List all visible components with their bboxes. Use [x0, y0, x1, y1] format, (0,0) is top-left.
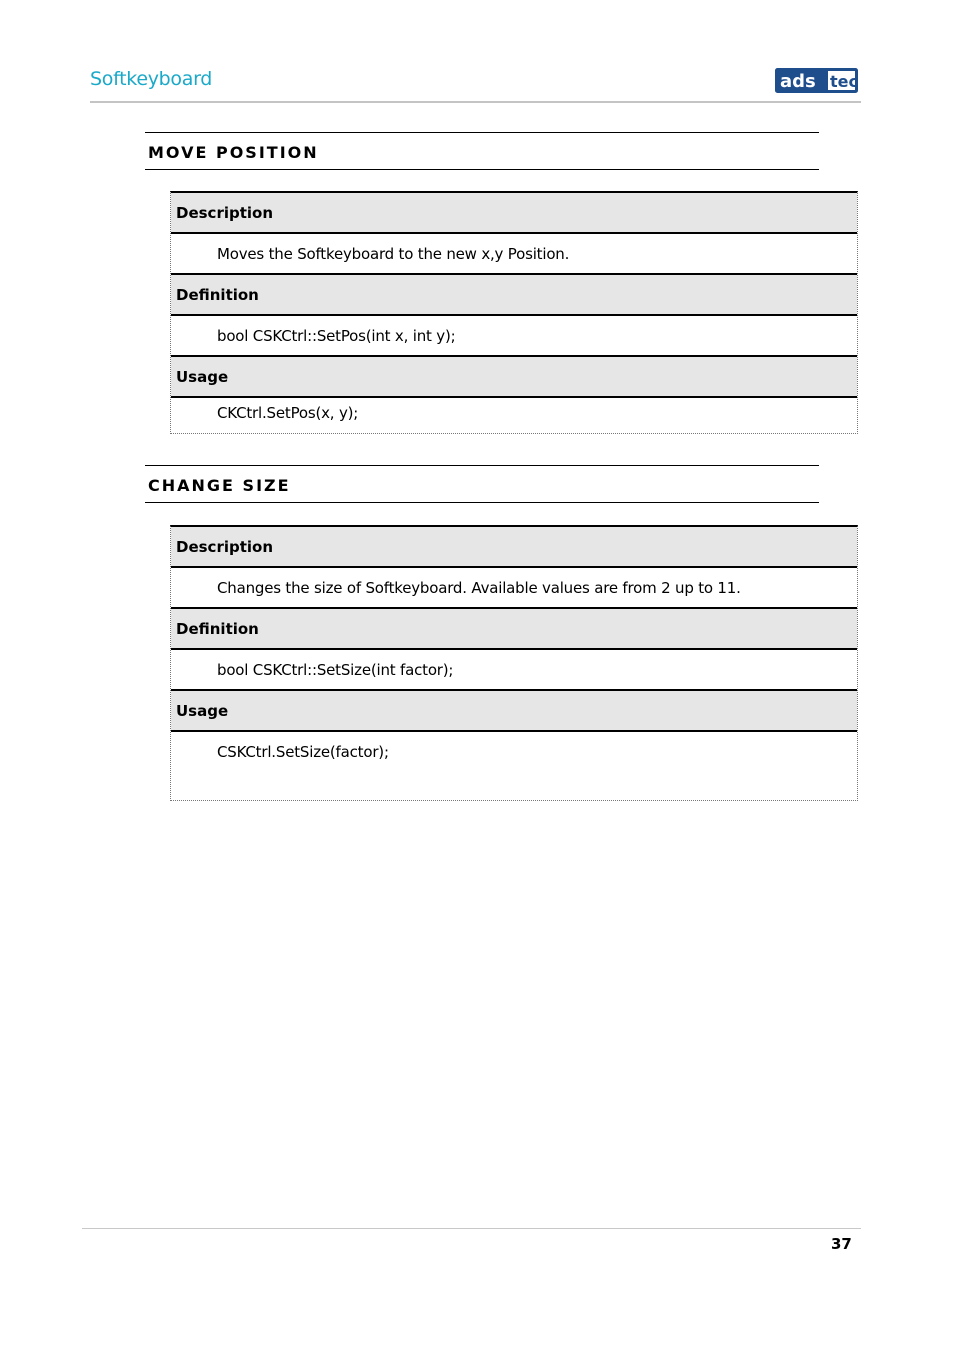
- spec-table-move-position: [170, 191, 858, 434]
- section-heading-change-size: [145, 465, 819, 503]
- spec-row-description: [171, 568, 857, 609]
- spec-row-usage-head: [171, 357, 857, 398]
- row-value: CKCtrl.SetPos(x, y);: [217, 404, 359, 422]
- spec-table-change-size: [170, 525, 858, 801]
- footer-divider: [82, 1228, 861, 1229]
- spec-row-definition-head: [171, 609, 857, 650]
- header-divider: [90, 101, 861, 103]
- row-label: Description: [176, 204, 274, 222]
- row-label: Usage: [176, 368, 229, 386]
- adstec-logo: [775, 68, 858, 93]
- page-number: 37: [831, 1235, 852, 1253]
- spec-row-description: [171, 234, 857, 275]
- row-value: bool CSKCtrl::SetPos(int x, int y);: [217, 327, 456, 345]
- section-title: CHANGE SIZE: [148, 476, 291, 495]
- section-title: MOVE POSITION: [148, 143, 319, 162]
- row-value: CSKCtrl.SetSize(factor);: [217, 743, 389, 761]
- row-label: Definition: [176, 620, 259, 638]
- spec-row-definition: [171, 650, 857, 691]
- running-header-title: Softkeyboard: [90, 68, 213, 90]
- row-value: Changes the size of Softkeyboard. Available values are from 2 up to 11.: [217, 579, 741, 597]
- svg-text:ads: ads: [780, 71, 816, 92]
- row-label: Definition: [176, 286, 259, 304]
- spec-row-definition: [171, 316, 857, 357]
- row-label: Usage: [176, 702, 229, 720]
- row-value: bool CSKCtrl::SetSize(int factor);: [217, 661, 454, 679]
- row-label: Description: [176, 538, 274, 556]
- section-heading-move-position: [145, 132, 819, 170]
- spec-row-description-head: [171, 193, 857, 234]
- spec-row-usage-head: [171, 691, 857, 732]
- spec-row-description-head: [171, 527, 857, 568]
- svg-text:tec: tec: [830, 72, 858, 91]
- spec-row-usage: [171, 732, 857, 800]
- spec-row-usage: [171, 398, 857, 433]
- row-value: Moves the Softkeyboard to the new x,y Position.: [217, 245, 570, 263]
- spec-row-definition-head: [171, 275, 857, 316]
